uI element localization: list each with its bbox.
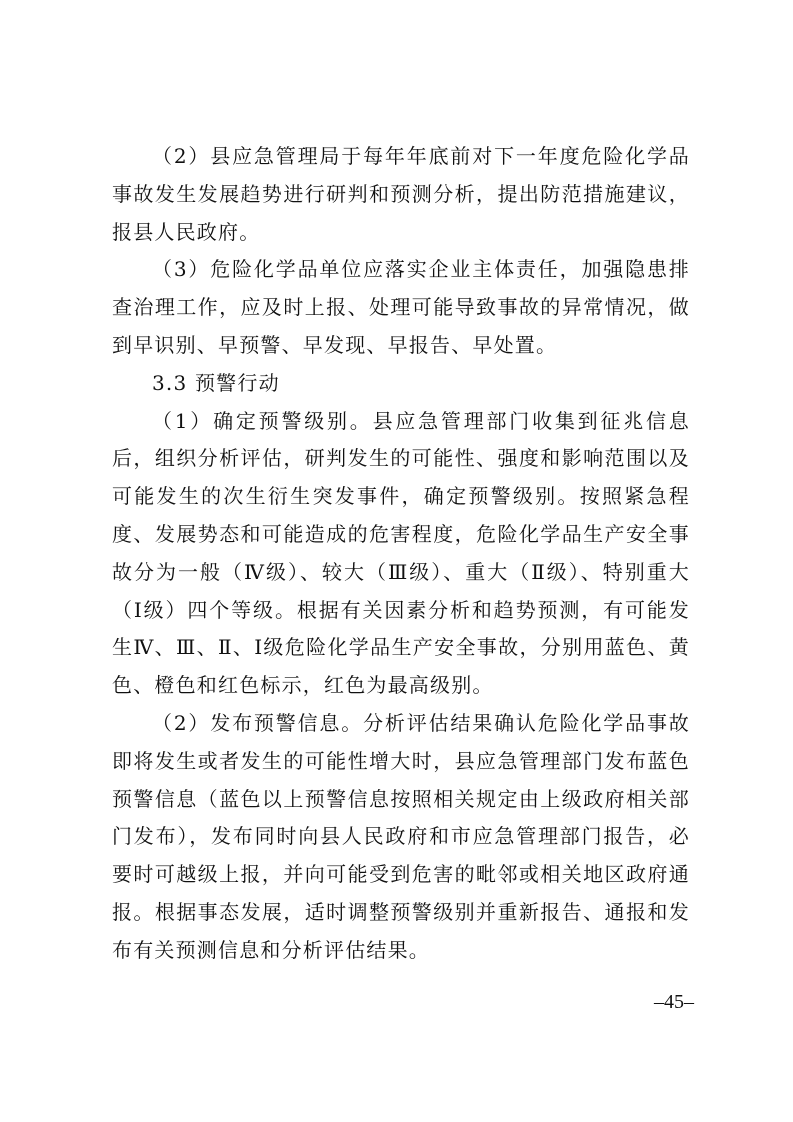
paragraph-county-annual-forecast: （2）县应急管理局于每年年底前对下一年度危险化学品事故发生发展趋势进行研判和预测分析，提出防范措施建议，报县人民政府。	[112, 144, 690, 244]
paragraph-publish-warning-info: （2）发布预警信息。分析评估结果确认危险化学品事故即将发生或者发生的可能性增大时，县应急管理部门发布蓝色预警信息（蓝色以上预警信息按照相关规定由上级政府相关部门发布），发布同时向县人民政府和市应急管理部门报告，必要时可越级上报，并向可能受到危害的毗邻或相关地区政府通报。根据事态发展，适时调整预警级别并重新报告、通报和发布有关预测信息和分析评估结果。	[112, 710, 690, 962]
section-heading-warning-actions: 3.3 预警行动	[152, 370, 280, 395]
document-body	[112, 138, 690, 970]
page-number: –45–	[654, 991, 694, 1013]
paragraph-determine-warning-level: （1）确定预警级别。县应急管理部门收集到征兆信息后，组织分析评估，研判发生的可能性、强度和影响范围以及可能发生的次生衍生突发事件，确定预警级别。按照紧急程度、发展势态和可能造成的危害程度，危险化学品生产安全事故分为一般（Ⅳ级）、较大（Ⅲ级）、重大（Ⅱ级）、特别重大（Ⅰ级）四个等级。根据有关因素分析和趋势预测，有可能发生Ⅳ、Ⅲ、Ⅱ、Ⅰ级危险化学品生产安全事故，分别用蓝色、黄色、橙色和红色标示，红色为最高级别。	[112, 408, 690, 698]
paragraph-enterprise-responsibility: （3）危险化学品单位应落实企业主体责任，加强隐患排查治理工作，应及时上报、处理可能导致事故的异常情况，做到早识别、早预警、早发现、早报告、早处置。	[112, 257, 690, 357]
